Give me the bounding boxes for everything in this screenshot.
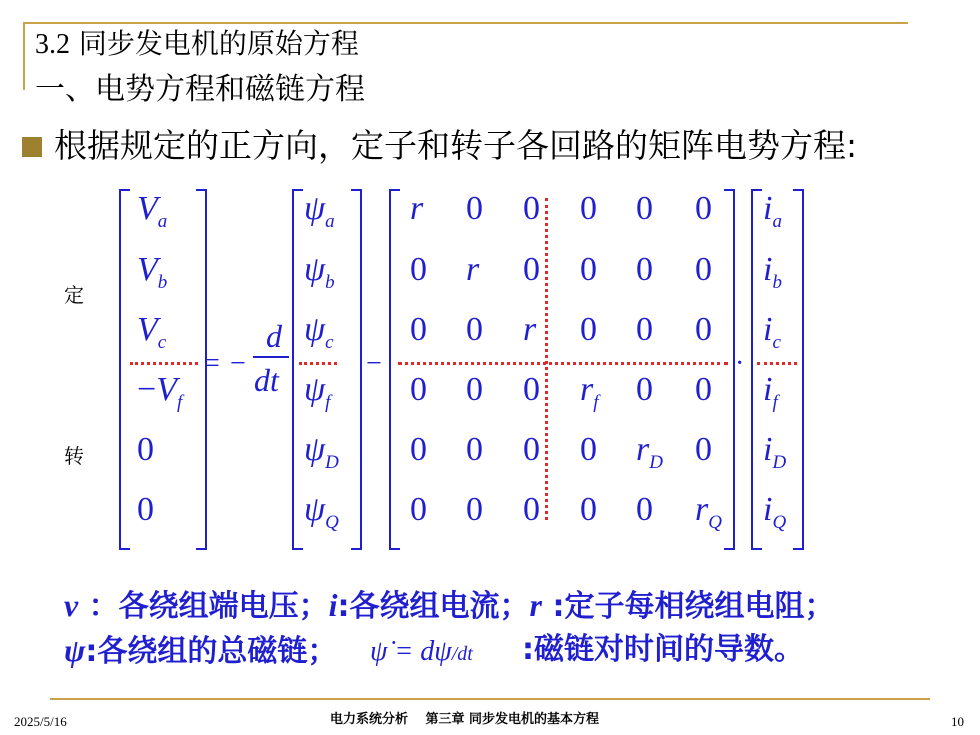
legend-i-text: :各绕组电流； <box>337 589 530 624</box>
psi-vector-entry-base: ψ <box>304 190 326 227</box>
r-matrix-cell <box>523 189 540 242</box>
r-matrix-cell-base: 0 <box>636 491 653 528</box>
i-vector-left-bracket <box>751 189 762 550</box>
r-matrix-cell-base: 0 <box>410 311 427 348</box>
i-vector-entry <box>763 310 781 363</box>
v-vector-entry-base: 0 <box>137 431 154 468</box>
i-vector-entry-subscript: b <box>772 272 782 293</box>
r-matrix-cell <box>580 430 597 483</box>
r-matrix-cell-base: 0 <box>466 431 483 468</box>
r-matrix-cell <box>695 370 712 423</box>
legend-line-1 <box>64 587 834 625</box>
r-matrix-cell-base: 0 <box>580 431 597 468</box>
i-vector-entry <box>763 430 786 483</box>
i-vector-entry-subscript: c <box>772 332 781 353</box>
r-matrix-cell-base: 0 <box>580 311 597 348</box>
r-matrix-cell <box>636 189 653 242</box>
r-matrix-cell <box>523 370 540 423</box>
r-matrix-cell-base: 0 <box>695 431 712 468</box>
r-matrix-cell <box>466 189 483 242</box>
r-matrix-cell-base: 0 <box>466 190 483 227</box>
i-vector-right-bracket <box>793 189 804 550</box>
i-vector-entry <box>763 370 778 423</box>
psi-vector-left-bracket <box>292 189 303 550</box>
bullet-text: 根据规定的正方向，定子和转子各回路的矩阵电势方程: <box>54 126 858 165</box>
r-matrix-cell <box>466 490 483 543</box>
section-title-text: 同步发电机的原始方程 <box>78 27 359 60</box>
i-vector-entry-subscript: D <box>772 452 787 473</box>
r-matrix-cell-base: 0 <box>466 311 483 348</box>
dot-operator: · <box>735 348 745 379</box>
r-matrix-cell <box>410 430 427 483</box>
i-vector-entry-base: i <box>763 311 773 348</box>
r-matrix-cell <box>695 430 712 483</box>
r-matrix-cell-base: 0 <box>636 251 653 288</box>
r-matrix-cell <box>523 490 540 543</box>
minus-sign: − <box>230 348 246 379</box>
r-matrix-cell <box>523 250 540 303</box>
v-vector-entry-base: 0 <box>137 491 154 528</box>
v-vector-entry-subscript: f <box>176 392 183 413</box>
page-number: 10 <box>951 714 964 729</box>
r-matrix-cell-base: 0 <box>523 371 540 408</box>
r-matrix-cell <box>410 370 427 423</box>
r-matrix-cell-base: 0 <box>636 190 653 227</box>
legend-r-text: :定子每相绕组电阻； <box>542 589 835 624</box>
v-vector-entry <box>137 430 154 483</box>
r-matrix-cell-subscript: D <box>649 452 663 473</box>
r-matrix-cell-base: 0 <box>695 371 712 408</box>
psi-vector-entry-subscript: a <box>325 211 335 232</box>
r-matrix-cell-base: 0 <box>636 371 653 408</box>
r-matrix-cell-base: 0 <box>410 491 427 528</box>
i-vector-entry-subscript: a <box>772 211 782 232</box>
footer-title: 电力系统分析 第三章 同步发电机的基本方程 <box>330 712 600 727</box>
legend-psi-symbol: ψ <box>64 632 86 668</box>
deriv-denominator: dt <box>254 362 279 398</box>
r-matrix-cell <box>636 370 653 423</box>
psi-vector-right-bracket <box>351 189 362 550</box>
r-matrix-cell <box>580 189 597 242</box>
r-matrix-cell-subscript: f <box>593 392 599 413</box>
r-matrix-cell-base: 0 <box>695 190 712 227</box>
r-matrix-cell <box>580 310 597 363</box>
v-vector-entry-base: V <box>137 190 158 227</box>
i-vector-entry-base: i <box>763 371 773 408</box>
r-matrix-cell <box>636 250 653 303</box>
v-partition-line <box>130 362 198 365</box>
r-matrix-cell-base: 0 <box>695 311 712 348</box>
psi-vector-entry <box>304 490 339 543</box>
r-matrix-cell-base: 0 <box>410 251 427 288</box>
psi-vector-entry <box>304 310 334 363</box>
psi-vector-entry-base: ψ <box>304 311 326 348</box>
title-top-rule <box>23 22 908 24</box>
r-matrix-cell <box>410 250 427 303</box>
psi-vector-entry-subscript: c <box>325 332 334 353</box>
r-matrix-cell-base: 0 <box>466 491 483 528</box>
r-matrix-cell <box>466 310 483 363</box>
r-matrix-cell <box>410 490 427 543</box>
i-vector-entry <box>763 189 782 242</box>
r-matrix-cell <box>466 370 483 423</box>
psi-vector-entry <box>304 370 330 423</box>
r-matrix-cell-base: 0 <box>523 190 540 227</box>
r-matrix-cell-base: 0 <box>523 431 540 468</box>
r-matrix-cell <box>410 310 427 363</box>
fraction-bar <box>253 356 289 358</box>
r-matrix-cell-base: 0 <box>466 371 483 408</box>
r-matrix-cell <box>695 250 712 303</box>
legend-v-text: ：各绕组端电压； <box>78 589 329 624</box>
psi-vector-entry <box>304 430 339 483</box>
i-vector-entry <box>763 250 782 303</box>
r-matrix-cell-base: 0 <box>695 251 712 288</box>
psi-vector-entry-base: ψ <box>304 491 326 528</box>
r-matrix-cell-base: 0 <box>580 491 597 528</box>
i-vector-entry-subscript: f <box>772 392 778 413</box>
psi-vector-entry <box>304 189 335 242</box>
deriv-numerator: d <box>266 318 282 354</box>
i-vector-entry-subscript: Q <box>772 512 787 533</box>
psi-dot-formula <box>370 636 473 668</box>
r-matrix-cell <box>695 310 712 363</box>
legend-psi-text: :各绕组的总磁链； <box>85 634 338 669</box>
legend-i-symbol: i <box>328 587 338 623</box>
r-matrix-cell-base: r <box>466 251 480 288</box>
v-vector-entry-subscript: b <box>157 272 168 293</box>
r-matrix-cell <box>410 189 423 242</box>
r-matrix-cell-base: 0 <box>580 190 597 227</box>
i-vector-entry-base: i <box>763 190 773 227</box>
title-left-rule <box>23 22 25 90</box>
r-matrix-cell <box>636 310 653 363</box>
section-number: 3.2 <box>35 29 70 60</box>
psi-vector-entry-subscript: D <box>325 452 339 473</box>
psi-vector-entry <box>304 250 335 303</box>
subtitle: 一、电势方程和磁链方程 <box>35 72 365 107</box>
legend-v-symbol: v <box>64 587 79 623</box>
r-matrix-right-bracket <box>724 189 735 550</box>
legend-line-2-end: :磁链对时间的导数。 <box>522 632 804 667</box>
legend-line-2 <box>64 632 337 670</box>
r-matrix-cell <box>580 490 597 543</box>
r-matrix-cell-base: 0 <box>523 491 540 528</box>
psi-partition-line <box>299 362 337 365</box>
r-matrix-cell-subscript: Q <box>708 512 722 533</box>
legend-r-symbol: r <box>529 587 542 623</box>
psi-vector-entry-base: ψ <box>304 431 326 468</box>
psi-vector-entry-base: ψ <box>304 371 326 408</box>
r-matrix-cell-base: r <box>580 371 594 408</box>
r-matrix-cell-base: 0 <box>580 251 597 288</box>
v-vector-entry-base: V <box>137 251 158 288</box>
r-matrix-cell <box>695 189 712 242</box>
v-vector-entry-subscript: a <box>157 211 168 232</box>
r-matrix-cell <box>695 490 722 543</box>
r-matrix-cell <box>466 250 479 303</box>
v-vector-entry <box>137 370 182 423</box>
i-vector-entry-base: i <box>763 491 773 528</box>
psi-vector-entry-base: ψ <box>304 251 326 288</box>
v-vector-entry-prefix: − <box>137 371 157 408</box>
equals-sign: = <box>204 348 220 379</box>
footer-date: 2025/5/16 <box>14 714 67 729</box>
section-title <box>35 26 359 63</box>
v-vector-left-bracket <box>119 189 130 550</box>
v-vector-entry-subscript: c <box>157 332 167 353</box>
i-partition-line <box>757 362 797 365</box>
psi-vector-entry-subscript: f <box>325 392 331 413</box>
minus-sign-2: − <box>366 348 382 379</box>
r-matrix-cell <box>523 430 540 483</box>
rotor-label: 转 <box>64 444 84 468</box>
r-matrix-cell-base: r <box>636 431 650 468</box>
r-matrix-cell <box>636 430 663 483</box>
psi-vector-entry-subscript: Q <box>325 512 339 533</box>
i-vector-entry-base: i <box>763 251 773 288</box>
i-vector-entry-base: i <box>763 431 773 468</box>
formula-lhs: ψ̇ <box>370 636 388 667</box>
r-matrix-cell-base: 0 <box>410 431 427 468</box>
r-matrix-cell <box>466 430 483 483</box>
bullet-square-icon <box>22 137 42 157</box>
r-matrix-cell-base: r <box>410 190 424 227</box>
r-matrix-cell <box>580 250 597 303</box>
v-vector-entry <box>137 250 167 303</box>
v-vector-entry <box>137 310 166 363</box>
r-matrix-cell <box>636 490 653 543</box>
formula-tail: /dt <box>451 643 473 665</box>
stator-label: 定 <box>64 283 84 307</box>
v-vector-entry <box>137 490 154 543</box>
r-matrix-cell-base: 0 <box>410 371 427 408</box>
r-matrix-cell-base: 0 <box>636 311 653 348</box>
v-vector-entry-base: V <box>137 311 158 348</box>
r-matrix-cell <box>580 370 599 423</box>
r-matrix-horizontal-partition <box>398 362 728 365</box>
r-matrix-cell-base: r <box>523 311 537 348</box>
formula-eq: = dψ <box>387 636 452 667</box>
r-matrix-cell-base: 0 <box>523 251 540 288</box>
r-matrix-vertical-partition <box>545 198 548 520</box>
r-matrix-cell <box>523 310 536 363</box>
footer-rule <box>50 698 930 700</box>
r-matrix-left-bracket <box>389 189 400 550</box>
i-vector-entry <box>763 490 786 543</box>
v-vector-entry <box>137 189 167 242</box>
psi-vector-entry-subscript: b <box>325 272 335 293</box>
v-vector-entry-base: V <box>156 371 177 408</box>
r-matrix-cell-base: r <box>695 491 709 528</box>
